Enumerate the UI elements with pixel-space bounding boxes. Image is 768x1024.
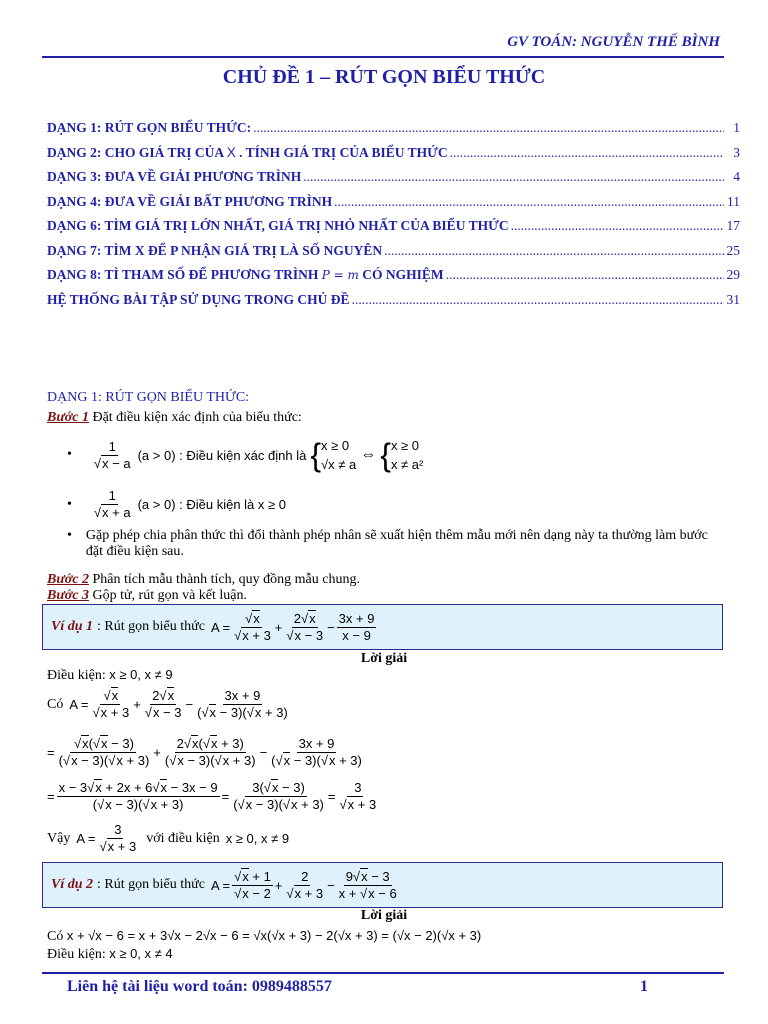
toc-entry[interactable] (47, 292, 740, 317)
system-2: x ≥ 0 x ≠ a² (390, 438, 424, 472)
system-brace: { (380, 436, 391, 473)
example-1-text: : Rút gọn biểu thức (97, 619, 205, 634)
example-1-formula: A = $\frac{√x}{√x + 3}$ + $\frac{2√x}{√x - 3}$ − $\frac{3x + 9}{x - 9}$ (210, 610, 375, 643)
toc-leader (334, 194, 724, 210)
bullet-dot-icon: • (67, 447, 72, 462)
step-2-label: Bước 2 (47, 572, 89, 587)
system-brace: { (310, 436, 322, 473)
step-2 (47, 572, 360, 588)
footer-divider (42, 972, 724, 974)
table-of-contents (47, 120, 740, 316)
toc-entry-label: HỆ THỐNG BÀI TẬP SỬ DỤNG TRONG CHỦ ĐỀ (47, 291, 350, 307)
toc-entry-page: 3 (733, 144, 740, 160)
toc-entry-label-part: DẠNG 8: TÌ THAM SỐ ĐỂ PHƯƠNG TRÌNH (47, 267, 319, 282)
toc-entry-variable: P = m (321, 268, 359, 282)
toc-entry[interactable] (47, 145, 740, 170)
toc-entry-label (47, 145, 448, 161)
page-title: CHỦ ĐỀ 1 – RÚT GỌN BIỂU THỨC (222, 66, 546, 88)
toc-entry-variable: X (226, 144, 236, 160)
footer-page-number: 1 (640, 978, 648, 995)
toc-entry[interactable] (47, 169, 740, 194)
toc-leader (450, 145, 724, 161)
example-1-conclusion: Vậy A = $\frac{3}{√x + 3}$ với điều kiện x ≥ 0, x ≠ 9 (47, 822, 290, 854)
toc-entry-page: 25 (726, 242, 740, 258)
example-1-step-a: Có A = $\frac{√x}{√x + 3}$ + $\frac{2√x}{√x - 3}$ − $\frac{3x + 9}{(√x - 3)(√x + 3)}$ (47, 688, 288, 720)
example-2-solution-title: Lời giải (360, 908, 408, 923)
toc-entry-label: DẠNG 3: ĐƯA VỀ GIẢI PHƯƠNG TRÌNH (47, 169, 302, 184)
toc-entry[interactable] (47, 120, 740, 145)
step-3 (47, 588, 247, 604)
step-3-text: Gộp tử, rút gọn và kết luận. (88, 588, 248, 603)
toc-leader (511, 218, 724, 234)
example-2-condition: Điều kiện: x ≥ 0, x ≠ 4 (47, 946, 173, 962)
toc-entry-page: 29 (726, 267, 740, 282)
example-1-solution-title: Lời giải (360, 651, 408, 666)
toc-entry[interactable] (47, 243, 740, 268)
bullet-2-condition: (a > 0) : Điều kiện là x ≥ 0 (137, 497, 286, 512)
example-2-text: : Rút gọn biểu thức (97, 877, 205, 892)
iff-symbol: ⇔ (360, 446, 377, 463)
toc-entry-label-part: . TÍNH GIÁ TRỊ CỦA BIỂU THỨC (239, 144, 448, 160)
bullet-2 (67, 488, 286, 521)
toc-entry-page: 1 (733, 120, 740, 135)
example-2-factorization: Có x + √x − 6 = x + 3√x − 2√x − 6 = √x(√x + 3) − 2(√x + 3) = (√x − 2)(√x + 3) (47, 928, 482, 944)
bullet-dot-icon: • (67, 528, 72, 543)
toc-entry-page: 4 (733, 169, 740, 184)
step-1 (47, 410, 302, 426)
toc-entry-page: 17 (726, 218, 740, 233)
bullet-1 (67, 436, 423, 474)
toc-entry-page: 31 (726, 291, 740, 307)
toc-entry-page: 11 (727, 193, 740, 209)
example-1-condition: Điều kiện: x ≥ 0, x ≠ 9 (47, 667, 173, 683)
toc-leader (446, 267, 724, 283)
bullet-dot-icon: • (67, 496, 72, 512)
footer-contact: Liên hệ tài liệu word toán: 0989488557 (67, 978, 332, 995)
step-2-text: Phân tích mẫu thành tích, quy đồng mẫu chung. (88, 572, 360, 587)
header-divider (42, 56, 724, 58)
toc-entry-label: DẠNG 7: TÌM X ĐỂ P NHẬN GIÁ TRỊ LÀ SỐ NGUYÊN (47, 242, 383, 258)
fraction: $\frac{1}{√x - a}$ (93, 438, 131, 471)
toc-leader (303, 169, 724, 185)
toc-entry[interactable] (47, 218, 740, 243)
example-2-label: Ví dụ 2 (51, 877, 94, 892)
system-1: x ≥ 0 √x ≠ a (321, 438, 357, 472)
section-title: DẠNG 1: RÚT GỌN BIỂU THỨC: (47, 390, 250, 405)
header-author: GV TOÁN: NGUYỄN THẾ BÌNH (507, 34, 720, 50)
toc-entry-label: DẠNG 1: RÚT GỌN BIỂU THỨC: (47, 120, 252, 135)
toc-leader (352, 292, 724, 308)
fraction: $\frac{1}{√x + a}$ (93, 488, 131, 520)
toc-entry-label (47, 267, 444, 283)
toc-leader (253, 120, 724, 136)
toc-entry-label-part: CÓ NGHIỆM (362, 267, 444, 282)
bullet-3 (67, 528, 727, 560)
example-1-step-c: = $\frac{x - 3√x + 2x + 6√x - 3x - 9}{(√x - 3)(√x + 3)}$ = $\frac{3(√x - 3)}{(√x - 3)(√x + 3)}$ = $\frac{3}{√x + 3}$ (47, 780, 377, 812)
toc-entry-label-part: DẠNG 2: CHO GIÁ TRỊ CỦA (47, 144, 224, 160)
step-1-text: Đặt điều kiện xác định của biểu thức: (88, 410, 302, 425)
toc-entry-label: DẠNG 6: TÌM GIÁ TRỊ LỚN NHẤT, GIÁ TRỊ NHỎ NHẤT CỦA BIỂU THỨC (47, 218, 509, 233)
example-1-box (42, 604, 723, 650)
bullet-1-condition: (a > 0) : Điều kiện xác định là (137, 447, 307, 463)
example-1-step-b: = $\frac{√x(√x - 3)}{(√x - 3)(√x + 3)}$ + $\frac{2√x(√x + 3)}{(√x - 3)(√x + 3)}$ − $\frac{3x + 9}{(√x - 3)(√x + 3)}$ (47, 736, 362, 768)
bullet-3-text: Gặp phép chia phân thức thì đổi thành phép nhân sẽ xuất hiện thêm mẫu mới nên dạng này ta thường làm bước đặt điều kiện sau. (85, 528, 708, 559)
step-1-label: Bước 1 (47, 410, 89, 425)
toc-entry[interactable] (47, 194, 740, 219)
toc-entry[interactable] (47, 267, 740, 292)
example-2-box (42, 862, 723, 908)
example-1-label: Ví dụ 1 (51, 619, 94, 634)
toc-leader (384, 243, 724, 259)
step-3-label: Bước 3 (47, 588, 89, 603)
toc-entry-label: DẠNG 4: ĐƯA VỀ GIẢI BẤT PHƯƠNG TRÌNH (47, 193, 333, 209)
example-2-formula: A = $\frac{√x + 1}{√x - 2}$ + $\frac{2}{√x + 3}$ − $\frac{9√x - 3}{x + √x - 6}$ (210, 868, 397, 901)
